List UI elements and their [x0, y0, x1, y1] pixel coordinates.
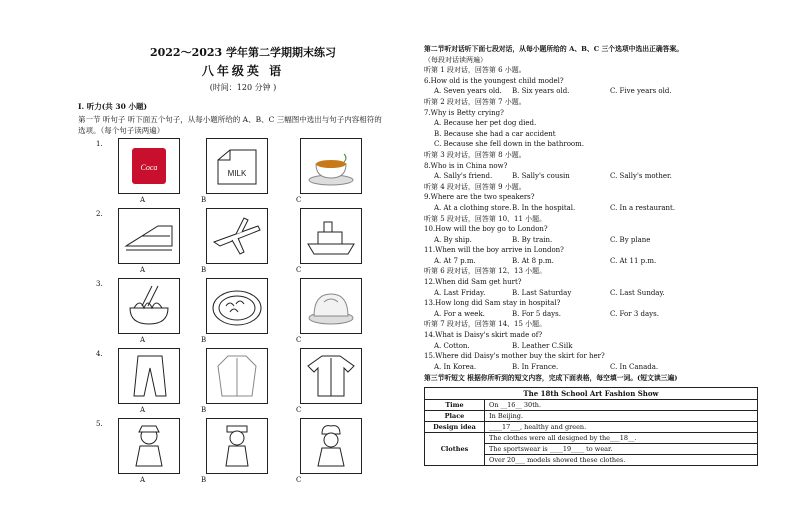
answer-option[interactable]: C. In Canada. — [610, 362, 659, 371]
question-text: 13.How long did Sam stay in hospital? — [424, 299, 561, 308]
question-text: 6.How old is the youngest child model? — [424, 76, 564, 85]
chef-icon — [304, 422, 358, 470]
answer-option[interactable]: C. For 3 days. — [610, 309, 659, 318]
picture-option[interactable] — [300, 348, 362, 404]
answer-options-row — [424, 341, 758, 352]
place-value: In Beijing. — [485, 411, 758, 422]
question-text: 9.Where are the two speakers? — [424, 193, 535, 202]
question-text: 12.When did Sam get hurt? — [424, 278, 522, 287]
place-label: Place — [425, 411, 485, 422]
clothes-line-2[interactable]: The sportswear is ____19____ to wear. — [485, 444, 758, 455]
dialogue-heading: 听第 1 段对话，回答第 6 小题。 — [424, 66, 526, 75]
idea-label: Design idea — [425, 422, 485, 433]
shirt-icon — [304, 352, 358, 400]
section2-note: （每段对话读两遍） — [424, 55, 487, 64]
picture-option[interactable] — [300, 208, 362, 264]
option-letter: B — [201, 406, 207, 414]
police-officer-icon — [210, 422, 264, 470]
answer-option[interactable]: A. At 7 p.m. — [434, 256, 476, 265]
picture-question — [78, 346, 388, 416]
answer-option[interactable]: C. In a restaurant. — [610, 203, 676, 212]
question-number: 4. — [96, 350, 103, 358]
picture-option[interactable] — [118, 208, 180, 264]
svg-text:MILK: MILK — [227, 169, 247, 178]
question-number: 2. — [96, 210, 103, 218]
train-icon — [122, 212, 176, 260]
answer-options-row — [424, 235, 758, 246]
option-letter: A — [140, 476, 146, 484]
picture-question — [78, 276, 388, 346]
picture-option[interactable] — [300, 138, 362, 194]
option-letter: A — [140, 266, 146, 274]
svg-text:Coca: Coca — [140, 163, 158, 172]
option-letter: C — [296, 266, 302, 274]
noodles-icon — [122, 282, 176, 330]
option-letter: B — [201, 476, 207, 484]
left-column — [78, 44, 388, 486]
answer-option[interactable]: A. Last Friday. — [434, 288, 486, 297]
dialogue-heading: 听第 3 段对话，回答第 8 小题。 — [424, 150, 526, 159]
answer-option[interactable]: C. Five years old. — [610, 87, 672, 96]
answer-option[interactable]: B. Sally's cousin — [512, 172, 570, 181]
picture-option[interactable] — [300, 418, 362, 474]
answer-option[interactable]: B. Last Saturday — [512, 288, 572, 297]
picture-question — [78, 136, 388, 206]
clothes-label: Clothes — [425, 433, 485, 466]
answer-options-row — [424, 203, 758, 214]
fashion-show-table — [424, 387, 758, 466]
answer-option[interactable]: A. By ship. — [434, 235, 472, 244]
answer-option[interactable]: C. Last Sunday. — [610, 288, 665, 297]
dialogue-questions — [424, 65, 758, 372]
answer-option[interactable]: A. Sally's friend. — [434, 172, 493, 181]
time-label: Time — [425, 400, 485, 411]
answer-option[interactable]: B. Six years old. — [512, 87, 570, 96]
answer-option[interactable]: A. In Korea. — [434, 362, 477, 371]
question-number: 1. — [96, 140, 103, 148]
answer-option[interactable]: C. By plane — [610, 235, 651, 244]
option-letter: A — [140, 406, 146, 414]
picture-questions — [78, 136, 388, 486]
answer-option[interactable]: A. Cotton. — [434, 341, 470, 350]
question-text: 15.Where did Daisy's mother buy the skirt for her? — [424, 352, 605, 361]
picture-option[interactable] — [206, 208, 268, 264]
answer-options-row — [424, 362, 758, 373]
answer-options-row — [424, 309, 758, 320]
question-text: 14.What is Daisy's skirt made of? — [424, 331, 543, 340]
trousers-icon — [122, 352, 176, 400]
question-text: 8.Who is in China now? — [424, 161, 508, 170]
picture-option[interactable] — [300, 278, 362, 334]
option-letter: B — [201, 196, 207, 204]
option-letter: C — [296, 336, 302, 344]
exam-title: 2022～2023 学年第二学期期末练习 — [149, 46, 337, 59]
part-heading: I. 听力(共 30 小题) — [78, 102, 147, 111]
ship-icon — [304, 212, 358, 260]
table-caption: The 18th School Art Fashion Show — [425, 388, 758, 400]
coat-icon — [210, 352, 264, 400]
option-letter: C — [296, 476, 302, 484]
picture-question — [78, 416, 388, 486]
answer-option[interactable]: B. For 5 days. — [512, 309, 561, 318]
answer-options-row — [424, 86, 758, 97]
question-text: 11.When will the boy arrive in London? — [424, 246, 564, 255]
answer-options-row — [424, 171, 758, 182]
answer-option[interactable]: C. At 11 p.m. — [610, 256, 657, 265]
dumplings-icon — [210, 282, 264, 330]
answer-options-row — [424, 256, 758, 267]
option-letter: A — [140, 196, 146, 204]
cola-can-icon — [122, 142, 176, 190]
answer-option[interactable]: B. By train. — [512, 235, 553, 244]
tea-cup-icon — [304, 142, 358, 190]
answer-option: C. Because she fell down in the bathroom. — [434, 140, 585, 149]
picture-option[interactable] — [206, 348, 268, 404]
answer-option[interactable]: B. Leather C.Silk — [512, 341, 573, 350]
section3-instructions: 第三节听短文 根据你所听到的短文内容，完成下面表格，每空填一词。(短文读三遍) — [424, 374, 678, 383]
answer-option: A. Because her pet dog died. — [434, 119, 537, 128]
milk-carton-icon — [210, 142, 264, 190]
question-number: 3. — [96, 280, 103, 288]
picture-option[interactable] — [206, 418, 268, 474]
answer-option[interactable]: B. At 8 p.m. — [512, 256, 554, 265]
option-letter: B — [201, 336, 207, 344]
option-letter: B — [201, 266, 207, 274]
answer-option[interactable]: B. In France. — [512, 362, 559, 371]
question-text: 7.Why is Betty crying? — [424, 108, 504, 117]
answer-option[interactable]: A. At a clothing store. — [434, 203, 512, 212]
question-text: 10.How will the boy go to London? — [424, 225, 548, 234]
picture-option[interactable] — [118, 138, 180, 194]
answer-option[interactable]: A. For a week. — [434, 309, 485, 318]
exam-time: (时间：120 分钟 ) — [209, 83, 277, 92]
option-letter: A — [140, 336, 146, 344]
section2-instructions: 第二节听对话听下面七段对话，从每小题所给的 A、B、C 三个选项中选出正确答案。 — [424, 45, 684, 53]
answer-option[interactable]: A. Seven years old. — [434, 87, 502, 96]
question-number: 5. — [96, 420, 103, 428]
picture-option[interactable] — [118, 348, 180, 404]
answer-option[interactable]: C. Sally's mother. — [610, 172, 672, 181]
right-column — [424, 44, 758, 466]
answer-option[interactable]: B. In the hospital. — [512, 203, 576, 212]
picture-option[interactable] — [206, 138, 268, 194]
clothes-line-3[interactable]: Over 20___ models showed these clothes. — [485, 455, 758, 466]
option-letter: C — [296, 406, 302, 414]
idea-value[interactable]: ____17___, healthy and green. — [485, 422, 758, 433]
firefighter-icon — [122, 422, 176, 470]
dialogue-heading: 听第 4 段对话，回答第 9 小题。 — [424, 182, 526, 191]
clothes-line-1[interactable]: The clothes were all designed by the___18__. — [485, 433, 758, 444]
dialogue-heading: 听第 2 段对话，回答第 7 小题。 — [424, 97, 526, 106]
picture-option[interactable] — [206, 278, 268, 334]
picture-option[interactable] — [118, 278, 180, 334]
answer-option: B. Because she had a car accident — [434, 129, 556, 138]
picture-question — [78, 206, 388, 276]
dialogue-heading: 听第 6 段对话，回答第 12、13 小题。 — [424, 267, 547, 276]
dialogue-heading: 听第 7 段对话，回答第 14、15 小题。 — [424, 320, 547, 329]
airplane-icon — [210, 212, 264, 260]
time-value[interactable]: On __16__ 30th. — [485, 400, 758, 411]
option-letter: C — [296, 196, 302, 204]
picture-option[interactable] — [118, 418, 180, 474]
exam-subject: 八年级英 语 — [201, 64, 285, 78]
dialogue-heading: 听第 5 段对话，回答第 10、11 小题。 — [424, 214, 547, 223]
bun-icon — [304, 282, 358, 330]
section1-instructions: 第一节 听句子 听下面五个句子，从每小题所给的 A、B、C 三幅图中选出与句子内容相符的选项。（每个句子读两遍） — [78, 115, 382, 135]
answer-options-row — [424, 288, 758, 299]
